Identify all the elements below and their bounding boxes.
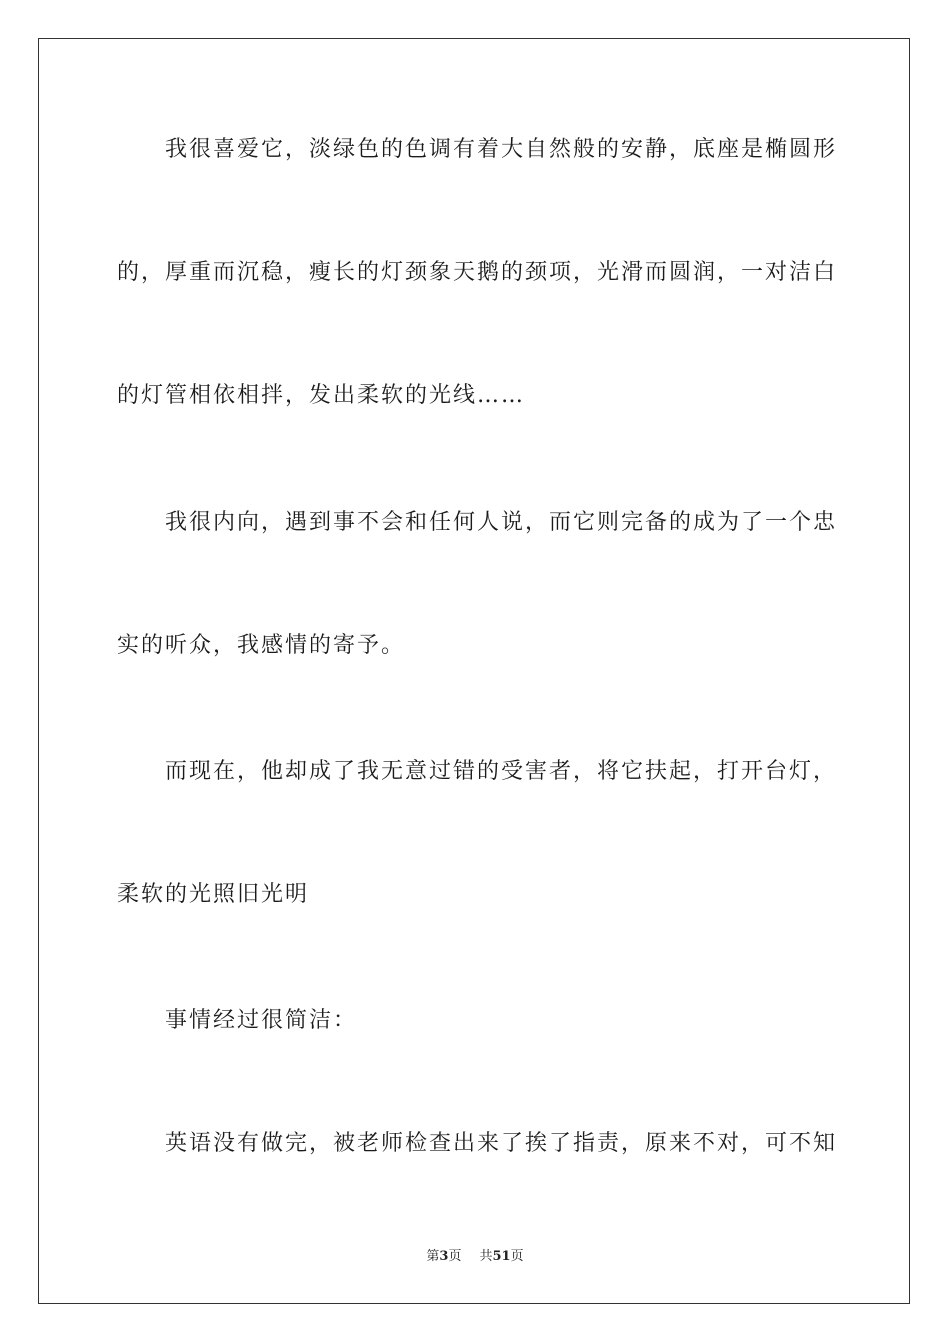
paragraph-line: 实的听众，我感情的寄予。	[117, 633, 406, 658]
total-pages: 51	[492, 1249, 511, 1264]
paragraph-line: 而现在，他却成了我无意过错的受害者，将它扶起，打开台灯，	[165, 759, 838, 784]
total-prefix: 共	[479, 1249, 493, 1264]
paragraph-line: 的，厚重而沉稳，瘦长的灯颈象天鹅的颈项，光滑而圆润，一对洁白	[117, 260, 838, 285]
page-frame	[38, 38, 910, 1304]
page-footer	[0, 1248, 950, 1266]
page-prefix: 第	[426, 1249, 440, 1264]
paragraph-line: 柔软的光照旧光明	[117, 882, 310, 907]
page-suffix: 页	[448, 1249, 462, 1264]
page-number: 3	[439, 1249, 449, 1264]
paragraph-line: 的灯管相依相拌，发出柔软的光线……	[117, 383, 526, 408]
paragraph-line: 我很内向，遇到事不会和任何人说，而它则完备的成为了一个忠	[165, 510, 838, 535]
total-suffix: 页	[510, 1249, 524, 1264]
paragraph-line: 英语没有做完，被老师检查出来了挨了指责，原来不对，可不知	[165, 1131, 838, 1156]
paragraph-line: 我很喜爱它，淡绿色的色调有着大自然般的安静，底座是椭圆形	[165, 137, 838, 162]
paragraph-line: 事情经过很简洁：	[165, 1008, 358, 1033]
